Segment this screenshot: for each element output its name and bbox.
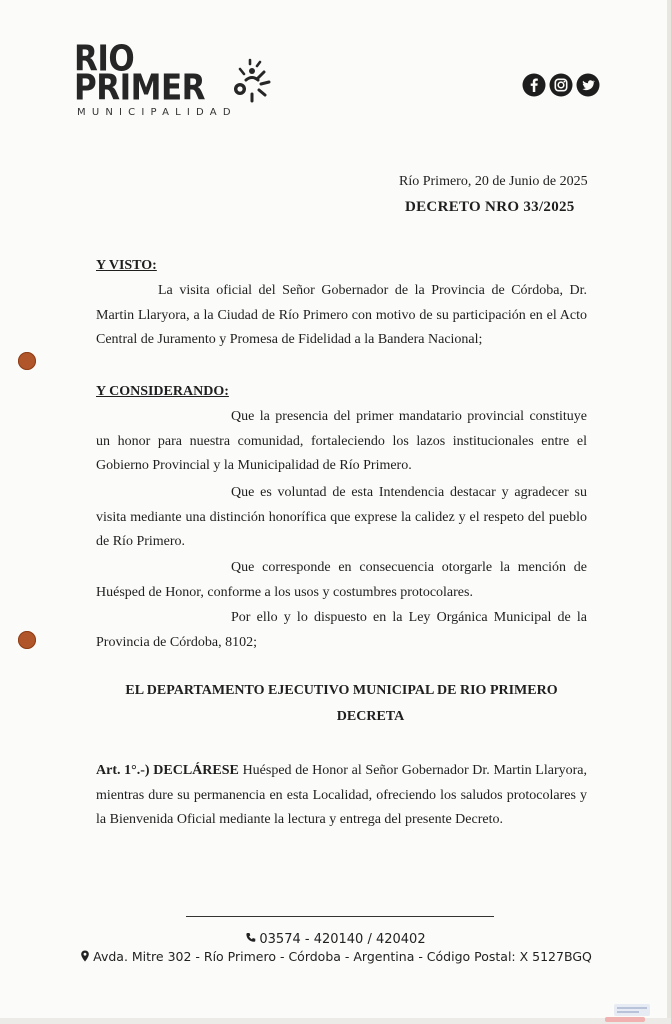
punch-hole-bottom [18,631,36,649]
footer-divider [186,916,494,917]
considerando-paragraph-1: Que la presencia del primer mandatario provincial constituye un honor para nuestra comunidad, fortaleciendo los lazos institucionales entre el Gobierno Provincial y la Municipalidad de Río Primero. [96,409,587,473]
social-icons [522,73,600,97]
article-1-text: Huésped de Honor al Señor Gobernador Dr. Martin Llaryora, mientras dure su permanencia en esta Localidad, ofreciendo los saludos protocolares y la Bienvenida Oficial mediante la lectura y entrega del presente Decreto. [96,763,587,827]
visto-heading: Y VISTO: [96,258,157,273]
resolution-decreta: DECRETA [336,709,405,724]
considerando-paragraph-2: Que es voluntad de esta Intendencia destacar y agradecer su visita mediante una distinción honorífica que exprese la calidez y el respeto del pueblo de Río Primero. [96,485,587,549]
scanner-watermark [614,1004,650,1016]
decree-number: DECRETO NRO 33/2025 [405,199,575,215]
logo-line-primer: PRIMER [74,67,206,109]
considerando-paragraph-3: Que corresponde en consecuencia otorgarle la mención de Huésped de Honor, conforme a los usos y costumbres protocolares. [96,560,587,600]
footer-address-text: Avda. Mitre 302 - Río Primero - Córdoba - Argentina - Código Postal: X 5127BGQ [93,949,592,964]
twitter-icon [576,73,600,97]
page-bottom-edge [0,1018,671,1024]
considerando-paragraph-4: Por ello y lo dispuesto en la Ley Orgánica Municipal de la Provincia de Córdoba, 8102; [96,610,587,650]
footer-phone [0,932,671,947]
footer-phone-text: 03574 - 420140 / 420402 [259,932,426,947]
municipality-logo [74,38,237,118]
facebook-icon [522,73,546,97]
visto-paragraph: La visita oficial del Señor Gobernador de la Provincia de Córdoba, Dr. Martin Llaryora, a la Ciudad de Río Primero con motivo de su participación en el Acto Central de Juramento y Promesa de Fidelidad a la Bandera Nacional; [96,283,587,347]
resolution-title: EL DEPARTAMENTO EJECUTIVO MUNICIPAL DE RIO PRIMERO [125,683,558,698]
instagram-icon [549,73,573,97]
considerando-heading: Y CONSIDERANDO: [96,384,229,399]
document-date: Río Primero, 20 de Junio de 2025 [399,174,588,189]
logo-line-rio: RIO [74,38,135,80]
scan-mark [605,1017,645,1022]
phone-icon [245,932,257,944]
punch-hole-top [18,352,36,370]
article-1 [96,759,587,833]
logo-figure-icon [228,58,274,104]
article-1-label: Art. 1°.-) DECLÁRESE [96,763,239,778]
page-edge-shadow [667,0,671,1024]
logo-subtitle: MUNICIPALIDAD [77,107,237,118]
footer-address [0,949,671,964]
location-pin-icon [79,950,91,962]
